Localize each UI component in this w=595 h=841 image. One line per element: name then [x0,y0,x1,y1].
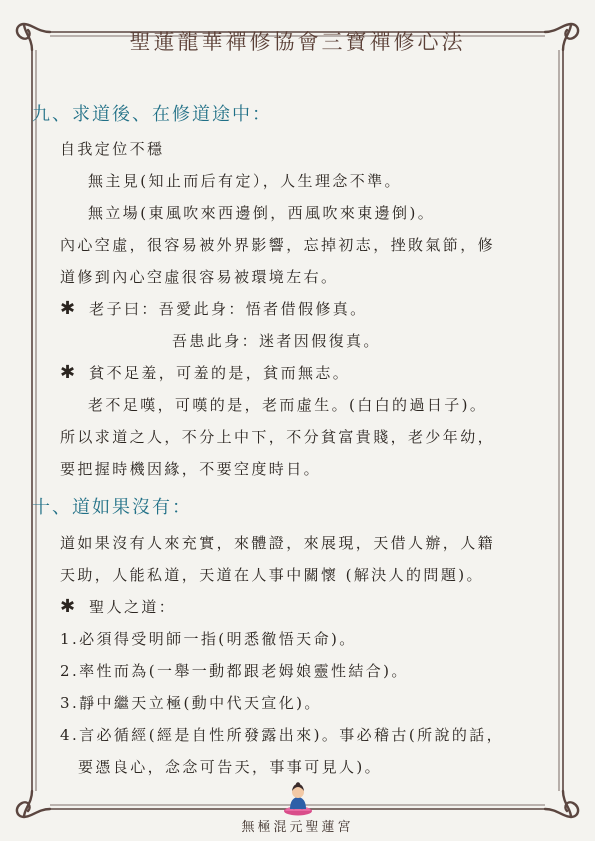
text-line: 無立場(東風吹來西邊倒，西風吹來東邊倒)。 [88,204,436,222]
text-line: 老不足嘆，可嘆的是，老而虛生。(白白的過日子)。 [88,396,488,414]
text-line-content: 貧不足羞，可羞的是，貧而無志。 [89,364,351,382]
text-line [60,298,368,319]
text-line [60,362,350,383]
text-line: 所以求道之人，不分上中下，不分貧富貴賤，老少年幼， [60,428,496,446]
asterisk-icon: ✱ [60,596,78,617]
text-line [60,596,176,617]
text-line: 天助，人能私道，天道在人事中關懷 (解決人的問題)。 [60,566,484,584]
text-line: 吾患此身：迷者因假復真。 [172,332,381,350]
footer-org-name: 無極混元聖蓮宮 [241,820,354,835]
list-item: 1.必須得受明師一指(明悉徹悟天命)。 [60,630,357,648]
text-line: 無主見(知止而后有定），人生理念不準。 [88,172,402,190]
text-line: 要憑良心，念念可告天，事事可見人)。 [78,758,383,776]
list-item: 3.靜中繼天立極(動中代天宣化)。 [60,694,322,712]
text-line: 道修到內心空虛很容易被環境左右。 [60,268,339,286]
section-9-heading: 九、求道後、在修道途中： [32,104,272,125]
text-line-content: 老子曰：吾愛此身：悟者借假修真。 [89,300,368,318]
list-item: 4.言必循經(經是自性所發露出來)。事必稽古(所說的話， [60,726,505,744]
section-10-heading: 十、道如果沒有： [32,497,192,518]
text-line: 道如果沒有人來充實，來體證，來展現，天借人辦，人籍 [60,534,496,552]
asterisk-icon: ✱ [60,298,78,319]
list-item: 2.率性而為(一舉一動都跟老姆娘靈性結合)。 [60,662,409,680]
asterisk-icon: ✱ [60,362,78,383]
text-line: 內心空虛，很容易被外界影響，忘掉初志，挫敗氣節，修 [60,236,496,254]
text-line: 要把握時機因緣，不要空度時日。 [60,460,322,478]
text-line: 自我定位不穩 [60,140,165,158]
text-line-content: 聖人之道： [89,598,177,616]
figure-logo-icon [282,782,314,816]
page-title: 聖蓮龍華禪修協會三寶禪修心法 [129,30,466,54]
